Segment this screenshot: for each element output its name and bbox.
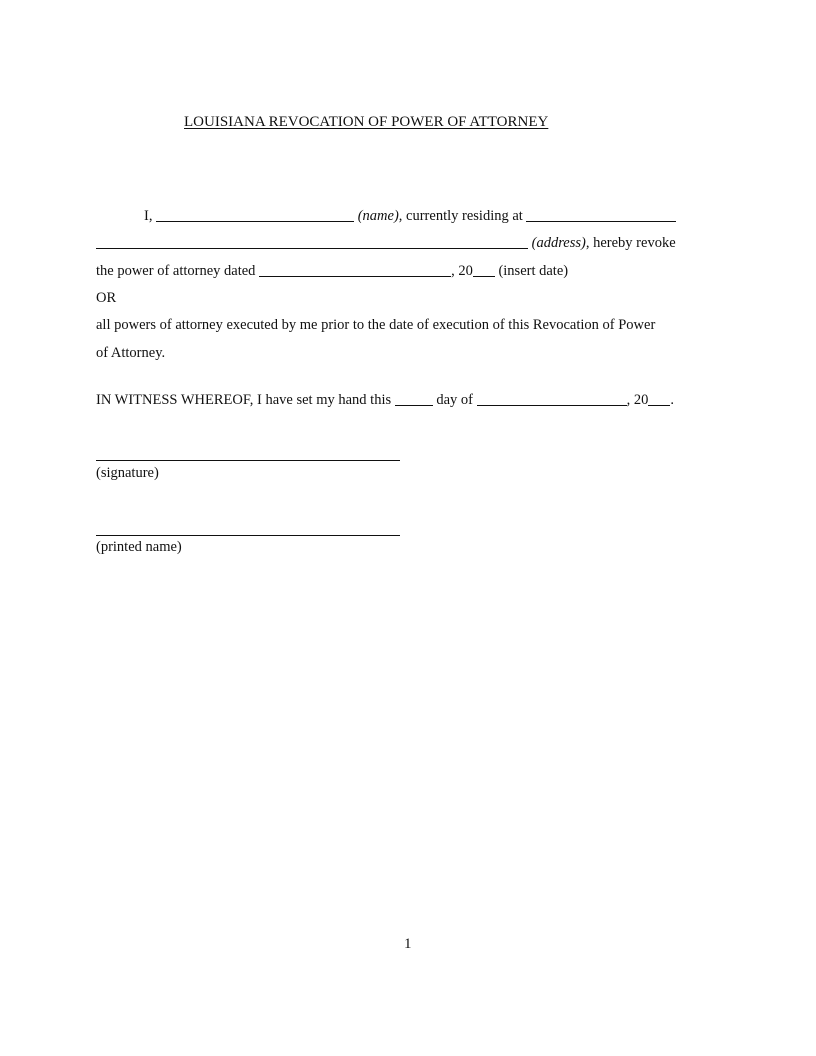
paragraph2-line2: of Attorney. (96, 345, 166, 361)
printed-name-caption: (printed name) (96, 539, 182, 555)
signature-caption: (signature) (96, 465, 159, 481)
residence-blank[interactable] (526, 207, 676, 222)
address-blank[interactable] (96, 234, 528, 249)
address-label: (address) (531, 235, 586, 251)
paragraph1-line2 (96, 234, 676, 252)
insert-date-text: (insert date) (498, 263, 569, 279)
year-blank[interactable] (473, 262, 495, 277)
date-blank[interactable] (259, 262, 451, 277)
name-blank[interactable] (156, 207, 354, 222)
witness-year-prefix: , 20 (626, 392, 649, 408)
or-label: OR (96, 290, 117, 306)
witness-line (96, 391, 674, 409)
witness-prefix: IN WITNESS WHEREOF, I have set my hand this (96, 392, 392, 408)
day-of-text: day of (436, 392, 474, 408)
document-title: LOUISIANA REVOCATION OF POWER OF ATTORNEY (184, 114, 549, 130)
witness-year-blank[interactable] (648, 391, 670, 406)
year-prefix: , 20 (451, 263, 473, 279)
paragraph2-line1: all powers of attorney executed by me prior to the date of execution of this Revocation of Power (96, 317, 656, 333)
residing-text: , currently residing at (398, 208, 523, 224)
printed-name-line[interactable] (96, 535, 400, 536)
paragraph1-line1 (144, 207, 676, 225)
witness-day-blank[interactable] (395, 391, 433, 406)
witness-end: . (670, 392, 675, 408)
revoke-text: , hereby revoke (585, 235, 676, 251)
signature-line[interactable] (96, 460, 400, 461)
page-number: 1 (404, 936, 412, 952)
name-label: (name) (357, 208, 399, 224)
line1-prefix: I, (144, 208, 153, 224)
witness-month-blank[interactable] (477, 391, 627, 406)
paragraph1-line3 (96, 262, 568, 280)
dated-text: the power of attorney dated (96, 263, 256, 279)
